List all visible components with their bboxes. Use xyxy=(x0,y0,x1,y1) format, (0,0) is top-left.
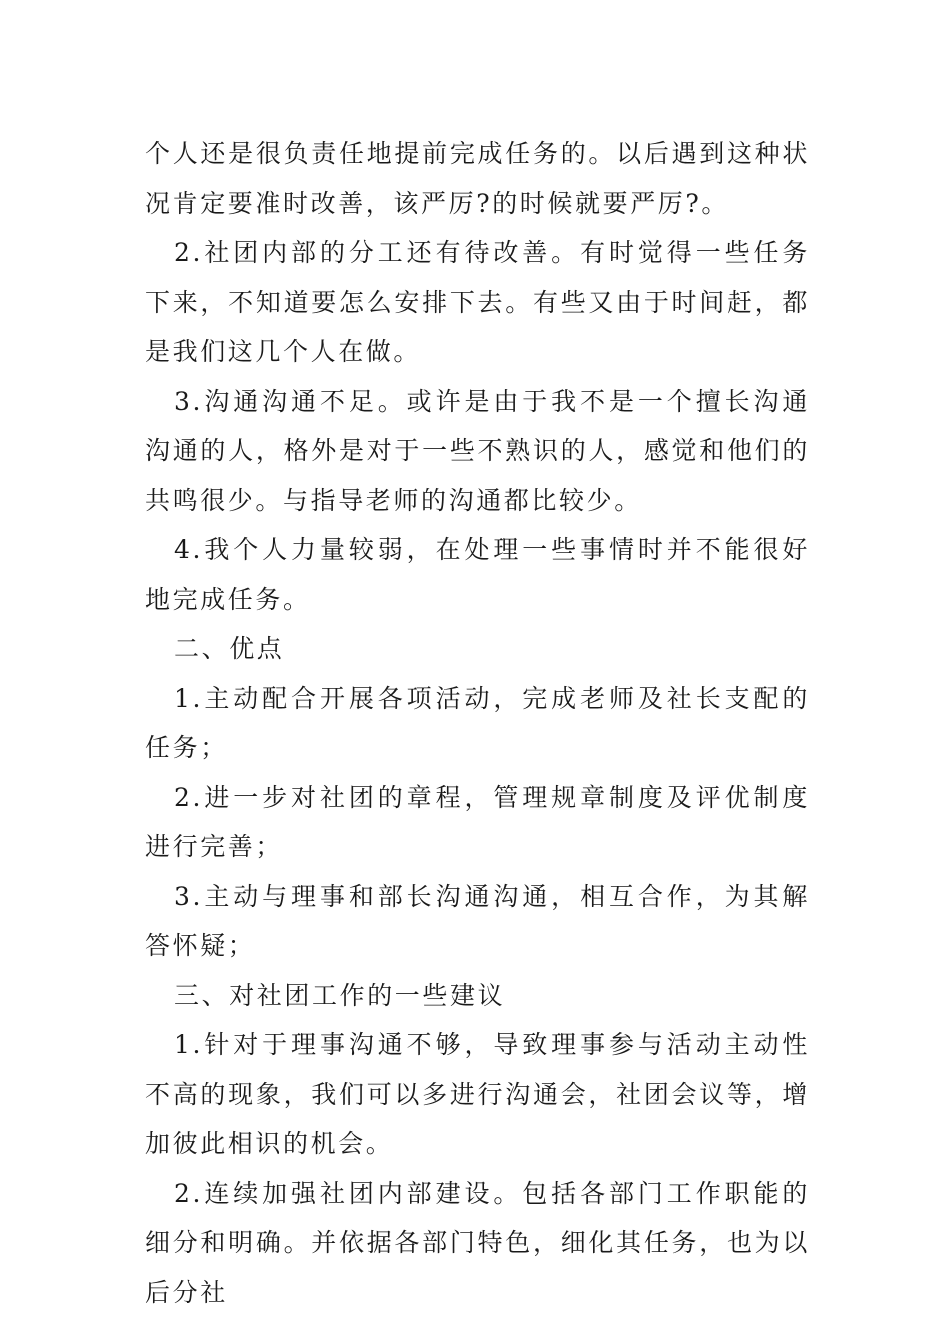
section-heading: 三、对社团工作的一些建议 xyxy=(174,980,506,1010)
list-item: 1.针对于理事沟通不够，导致理事参与活动主动性不高的现象，我们可以多进行沟通会，社团会议等，增加彼此相识的机会。 xyxy=(145,1030,810,1158)
document-body xyxy=(145,129,810,1317)
list-item: 1.主动配合开展各项活动，完成老师及社长支配的任务； xyxy=(145,683,810,762)
section-heading: 二、优点 xyxy=(174,634,285,663)
paragraph: 4.我个人力量较弱，在处理一些事情时并不能很好地完成任务。 xyxy=(145,535,810,614)
paragraph: 3.沟通沟通不足。或许是由于我不是一个擅长沟通沟通的人，格外是对于一些不熟识的人，感觉和他们的共鸣很少。与指导老师的沟通都比较少。 xyxy=(145,386,810,515)
list-item: 2.进一步对社团的章程，管理规章制度及评优制度进行完善； xyxy=(145,782,810,861)
list-item: 3.主动与理事和部长沟通沟通，相互合作，为其解答怀疑； xyxy=(145,881,810,960)
paragraph: 2.社团内部的分工还有待改善。有时觉得一些任务下来，不知道要怎么安排下去。有些又由于时间赶，都是我们这几个人在做。 xyxy=(145,238,810,366)
list-item: 2.连续加强社团内部建设。包括各部门工作职能的细分和明确。并依据各部门特色，细化其任务，也为以后分社 xyxy=(145,1178,810,1307)
paragraph: 个人还是很负责任地提前完成任务的。以后遇到这种状况肯定要准时改善，该严厉?的时候就要严厉?。 xyxy=(145,139,810,218)
